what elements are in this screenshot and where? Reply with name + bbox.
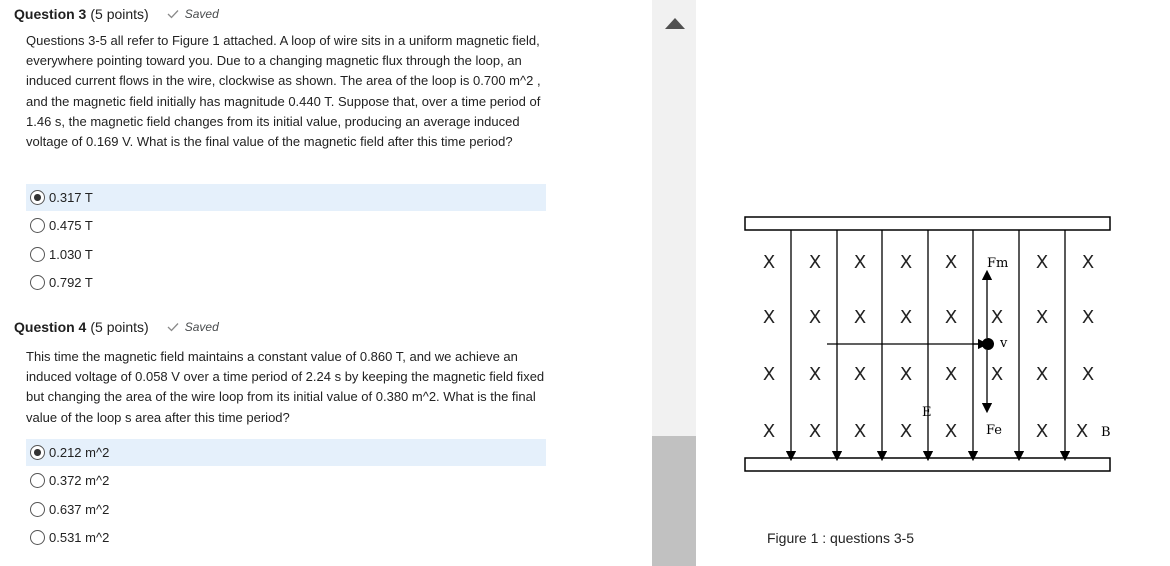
question-points: (5 points) bbox=[90, 6, 149, 22]
radio-button[interactable] bbox=[30, 502, 45, 517]
saved-label: Saved bbox=[184, 7, 219, 21]
field-cross: X bbox=[853, 421, 867, 442]
field-cross: X bbox=[853, 307, 867, 328]
field-cross: X bbox=[944, 364, 958, 385]
question-title: Question 4 bbox=[14, 319, 87, 335]
q4-option-2[interactable] bbox=[26, 467, 546, 494]
checkmark-icon bbox=[167, 322, 179, 332]
field-cross: X bbox=[1075, 421, 1089, 442]
radio-button[interactable] bbox=[30, 190, 45, 205]
radio-button[interactable] bbox=[30, 445, 45, 460]
charge-dot bbox=[982, 338, 994, 350]
question-title: Question 3 bbox=[14, 6, 87, 22]
radio-button[interactable] bbox=[30, 473, 45, 488]
option-label: 1.030 T bbox=[49, 247, 93, 262]
option-label: 0.212 m^2 bbox=[49, 445, 110, 460]
b-label: B bbox=[1101, 425, 1111, 440]
question-3-header bbox=[14, 6, 219, 22]
q3-option-4[interactable] bbox=[26, 269, 546, 296]
field-cross: X bbox=[808, 364, 822, 385]
field-cross: X bbox=[899, 307, 913, 328]
radio-button[interactable] bbox=[30, 247, 45, 262]
fe-label: Fe bbox=[986, 423, 1003, 438]
field-cross: X bbox=[1035, 421, 1049, 442]
triangle-up-icon[interactable] bbox=[665, 18, 685, 29]
field-cross: X bbox=[1035, 307, 1049, 328]
field-cross: X bbox=[1081, 364, 1095, 385]
field-cross: X bbox=[853, 252, 867, 273]
option-label: 0.475 T bbox=[49, 218, 93, 233]
option-label: 0.317 T bbox=[49, 190, 93, 205]
field-cross: X bbox=[808, 421, 822, 442]
option-label: 0.637 m^2 bbox=[49, 502, 110, 517]
field-cross: X bbox=[1081, 252, 1095, 273]
field-cross: X bbox=[944, 252, 958, 273]
field-cross: X bbox=[1035, 252, 1049, 273]
scroll-thumb[interactable] bbox=[652, 436, 696, 566]
radio-button[interactable] bbox=[30, 530, 45, 545]
question-4-text: This time the magnetic field maintains a constant value of 0.860 T, and we achieve an induced voltage of 0.058 V over a time period of 2.24 s by keeping the magnetic field fixed but changing the area of the wire loop from its initial value of 0.380 m^2. What is the final value of the loop s area after this time period? bbox=[26, 349, 545, 425]
saved-status bbox=[167, 7, 219, 21]
field-cross: X bbox=[853, 364, 867, 385]
saved-status bbox=[167, 320, 219, 334]
field-cross: X bbox=[762, 307, 776, 328]
v-label: v bbox=[1000, 336, 1008, 351]
bottom-rail bbox=[745, 458, 1110, 471]
field-cross: X bbox=[899, 421, 913, 442]
e-label: E bbox=[922, 405, 932, 420]
field-cross: X bbox=[808, 252, 822, 273]
option-label: 0.372 m^2 bbox=[49, 473, 110, 488]
field-cross: X bbox=[944, 421, 958, 442]
field-cross: X bbox=[990, 364, 1004, 385]
quiz-panel bbox=[0, 0, 560, 566]
q3-option-2[interactable] bbox=[26, 212, 546, 239]
q3-option-1[interactable] bbox=[26, 184, 546, 211]
field-cross: X bbox=[762, 252, 776, 273]
field-cross: X bbox=[990, 307, 1004, 328]
radio-button[interactable] bbox=[30, 218, 45, 233]
question-points: (5 points) bbox=[90, 319, 149, 335]
q4-option-3[interactable] bbox=[26, 496, 546, 523]
field-cross: X bbox=[1035, 364, 1049, 385]
field-cross: X bbox=[944, 307, 958, 328]
radio-button[interactable] bbox=[30, 275, 45, 290]
field-cross: X bbox=[899, 252, 913, 273]
figure-1-diagram bbox=[735, 210, 1120, 480]
fm-label: Fm bbox=[987, 256, 1009, 271]
q3-option-3[interactable] bbox=[26, 241, 546, 268]
scrollbar[interactable] bbox=[652, 0, 696, 566]
field-cross: X bbox=[1081, 307, 1095, 328]
figure-caption: Figure 1 : questions 3-5 bbox=[767, 530, 915, 546]
field-cross: X bbox=[808, 307, 822, 328]
field-cross: X bbox=[899, 364, 913, 385]
question-4-header bbox=[14, 319, 219, 335]
option-label: 0.531 m^2 bbox=[49, 530, 110, 545]
q4-option-1[interactable] bbox=[26, 439, 546, 466]
top-rail bbox=[745, 217, 1110, 230]
checkmark-icon bbox=[167, 9, 179, 19]
field-cross: X bbox=[762, 364, 776, 385]
field-cross: X bbox=[762, 421, 776, 442]
option-label: 0.792 T bbox=[49, 275, 93, 290]
q4-option-4[interactable] bbox=[26, 524, 546, 551]
saved-label: Saved bbox=[184, 320, 219, 334]
question-3-text: Questions 3-5 all refer to Figure 1 attached. A loop of wire sits in a uniform magnetic field, everywhere pointing toward you. Due to a changing magnetic flux through the loop, an induced current flows in the wire, clockwise as shown. The area of the loop is 0.700 m^2 , and the magnetic field initially has magnitude 0.440 T. Suppose that, over a time period of 1.46 s, the magnetic field changes from its initial value, producing an average induced voltage of 0.169 V. What is the final value of the magnetic field after this time period? bbox=[26, 33, 541, 150]
